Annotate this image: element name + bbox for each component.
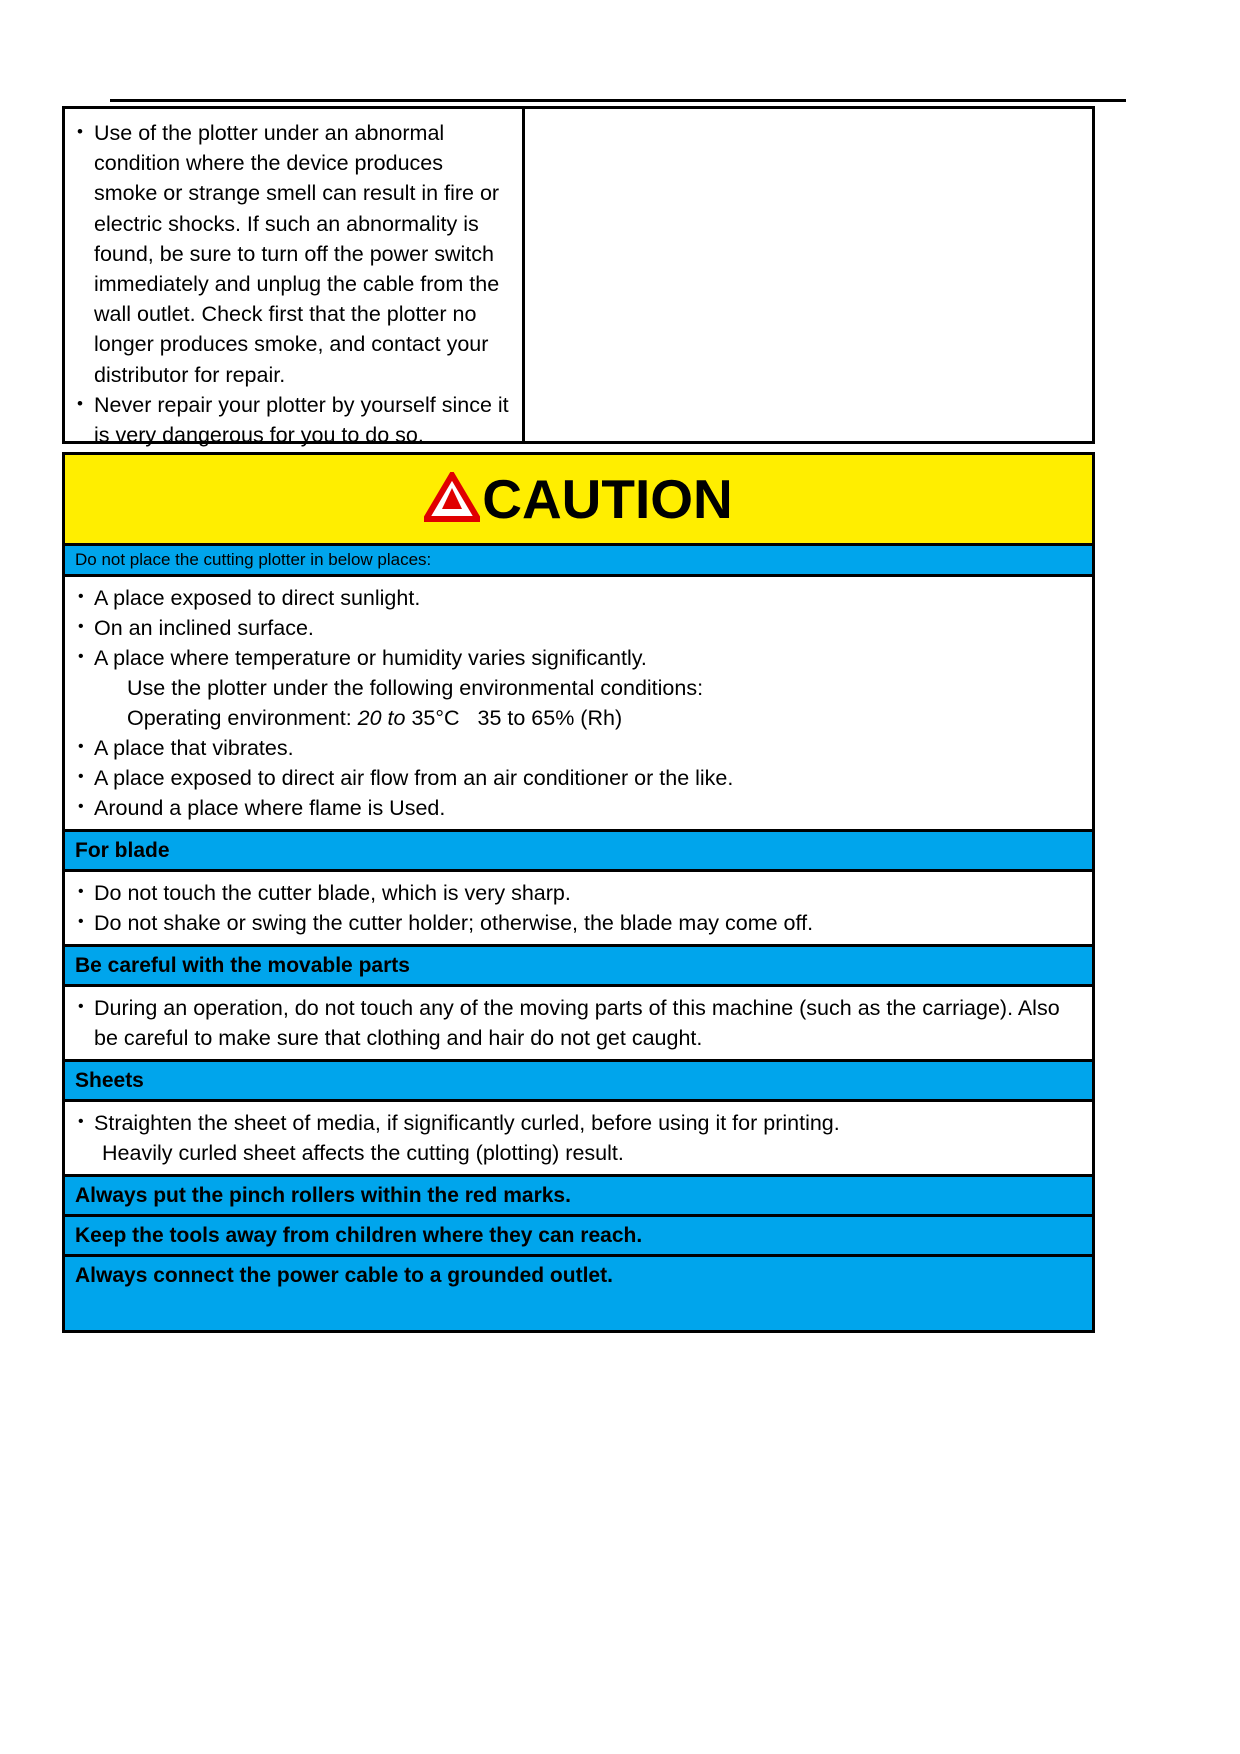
list-item: • During an operation, do not touch any of the moving parts of this machine (such as the carriage). Also be careful to make sure that clothing and hair do not get caught. bbox=[77, 993, 1082, 1053]
list-item: • A place exposed to direct sunlight. bbox=[77, 583, 1082, 613]
list-item: • Never repair your plotter by yourself since it is very dangerous for you to do so. bbox=[77, 390, 512, 450]
list-item-continuation: Heavily curled sheet affects the cutting (plotting) result. bbox=[102, 1141, 624, 1165]
section-body-movable-parts bbox=[65, 987, 1092, 1062]
warning-continued-table bbox=[62, 106, 1095, 448]
caution-list-blade bbox=[77, 878, 1082, 938]
standalone-heading-pinch-rollers: Always put the pinch rollers within the red marks. bbox=[65, 1177, 1092, 1217]
warning-triangle-icon bbox=[424, 472, 480, 527]
section-heading-sheets: Sheets bbox=[65, 1062, 1092, 1102]
warning-list bbox=[77, 118, 512, 450]
caution-block-tail bbox=[65, 1294, 1092, 1330]
caution-banner bbox=[65, 455, 1092, 546]
caution-label: CAUTION bbox=[482, 467, 733, 530]
caution-list-movable-parts bbox=[77, 993, 1082, 1053]
list-item-text: Straighten the sheet of media, if significantly curled, before using it for printing. bbox=[94, 1111, 840, 1135]
section-body-blade bbox=[65, 872, 1092, 947]
caution-list-places bbox=[77, 583, 1082, 823]
warning-illustration-cell bbox=[525, 109, 1092, 441]
header-rule bbox=[110, 99, 1126, 102]
list-item-subtext-1: Use the plotter under the following environmental conditions: bbox=[127, 676, 704, 700]
section-heading-movable-parts: Be careful with the movable parts bbox=[65, 947, 1092, 987]
list-item: • Use of the plotter under an abnormal condition where the device produces smoke or strange smell can result in fire or electric shocks. If such an abnormality is found, be sure to turn off the power switch immediately and unplug the cable from the wall outlet. Check first that the plotter no longer produces smoke, and contact your distributor for repair. bbox=[77, 118, 512, 390]
standalone-heading-grounded-outlet: Always connect the power cable to a grounded outlet. bbox=[65, 1257, 1092, 1294]
standalone-heading-tools-children: Keep the tools away from children where they can reach. bbox=[65, 1217, 1092, 1257]
list-item-subtext-2: Operating environment: 20 to 35°C 35 to 65% (Rh) bbox=[127, 706, 623, 730]
section-heading-blade: For blade bbox=[65, 832, 1092, 872]
caution-block bbox=[62, 452, 1095, 1333]
section-body-sheets bbox=[65, 1102, 1092, 1177]
list-item: • Do not touch the cutter blade, which is very sharp. bbox=[77, 878, 1082, 908]
section-heading-places: Do not place the cutting plotter in below places: bbox=[65, 546, 1092, 577]
list-item: • A place that vibrates. bbox=[77, 733, 1082, 763]
list-item: • Do not shake or swing the cutter holder; otherwise, the blade may come off. bbox=[77, 908, 1082, 938]
caution-list-sheets bbox=[77, 1108, 1082, 1168]
warning-text-cell bbox=[65, 109, 525, 448]
list-item bbox=[77, 1108, 1082, 1168]
list-item: • A place exposed to direct air flow from an air conditioner or the like. bbox=[77, 763, 1082, 793]
list-item: • Around a place where flame is Used. bbox=[77, 793, 1082, 823]
list-item-text: A place where temperature or humidity varies significantly. bbox=[94, 646, 647, 670]
section-body-places bbox=[65, 577, 1092, 832]
list-item bbox=[77, 643, 1082, 733]
list-item: • On an inclined surface. bbox=[77, 613, 1082, 643]
